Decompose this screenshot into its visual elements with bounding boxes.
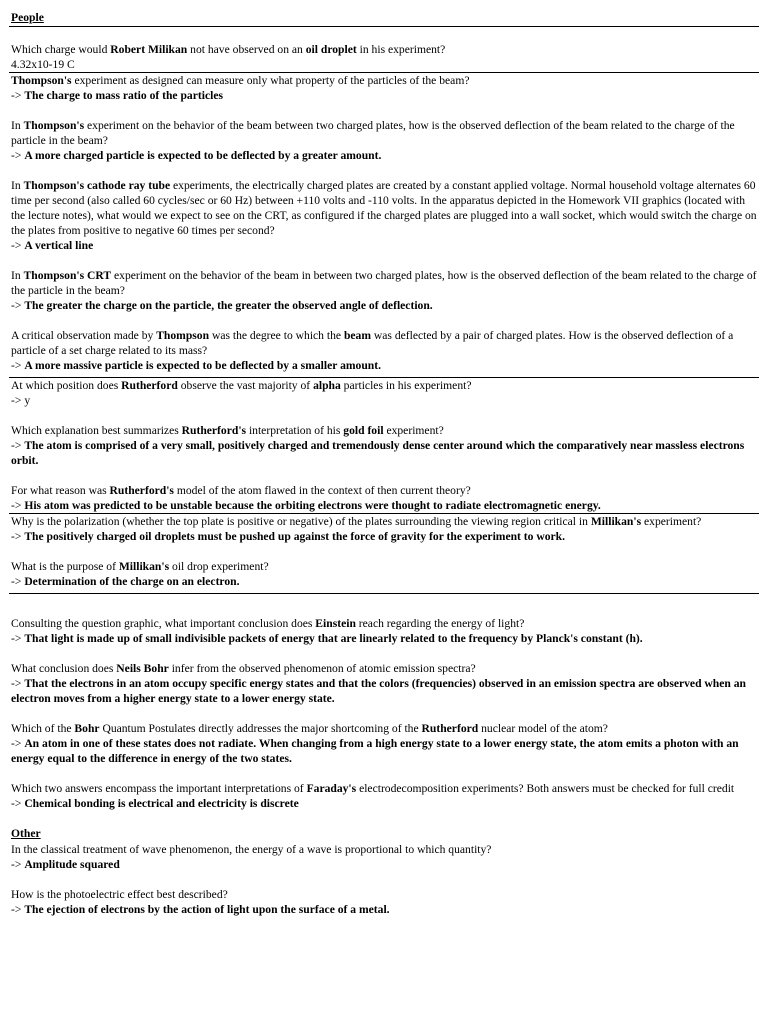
emphasis: Thompson's — [11, 74, 72, 87]
emphasis: Robert Milikan — [110, 43, 188, 56]
question: Why is the polarization (whether the top plate is positive or negative) of the plates surrounding the viewing region critical in Millikan's experiment? — [11, 515, 702, 528]
emphasis: gold foil — [343, 424, 384, 437]
question: Which two answers encompass the important interpretations of Faraday's electrodecomposition experiments? Both answers must be checked for full credit — [11, 782, 735, 795]
qa-item — [11, 616, 761, 646]
answer: -> y — [11, 394, 31, 407]
emphasis: Neils Bohr — [116, 662, 169, 675]
question: Thompson's experiment as designed can measure only what property of the particles of the beam? — [11, 74, 470, 87]
qa-item — [11, 73, 761, 103]
qa-item — [11, 423, 761, 468]
qa-item — [11, 378, 761, 408]
emphasis: Thompson — [156, 329, 210, 342]
answer: -> Chemical bonding is electrical and electricity is discrete — [11, 797, 299, 810]
question: Which of the Bohr Quantum Postulates directly addresses the major shortcoming of the Rutherford nuclear model of the atom? — [11, 722, 608, 735]
answer: -> A vertical line — [11, 239, 94, 252]
qa-item — [11, 721, 761, 766]
qa-item — [11, 887, 761, 917]
answer: -> The atom is comprised of a very small, positively charged and tremendously dense center around which the comparatively near massless electrons orbit. — [11, 439, 745, 467]
qa-item — [11, 559, 761, 589]
emphasis: oil droplet — [305, 43, 357, 56]
emphasis: Einstein — [315, 617, 356, 630]
answer: -> The positively charged oil droplets must be pushed up against the force of gravity for the experiment to work. — [11, 530, 566, 543]
answer: 4.32x10-19 C — [11, 58, 75, 71]
answer: -> The greater the charge on the particle, the greater the observed angle of deflection. — [11, 299, 433, 312]
emphasis: Thompson's cathode ray tube — [23, 179, 171, 192]
emphasis: beam — [343, 329, 371, 342]
emphasis: Rutherford's — [181, 424, 247, 437]
qa-item — [11, 514, 761, 544]
emphasis: Bohr — [74, 722, 100, 735]
answer: -> An atom in one of these states does not radiate. When changing from a high energy state to a lower energy state, the atom emits a photon with an energy equal to the difference in energy of the two states. — [11, 737, 739, 765]
qa-item — [11, 483, 761, 513]
question: In the classical treatment of wave phenomenon, the energy of a wave is proportional to which quantity? — [11, 843, 492, 856]
emphasis: Rutherford — [421, 722, 479, 735]
qa-item — [11, 42, 761, 72]
question: In Thompson's cathode ray tube experiments, the electrically charged plates are created by a constant applied voltage. Normal household voltage alternates 60 time per second (also called 60 cycles/sec or 60 Hz) between +110 volts and -110 volts. In the apparatus depicted in the Homework VII graphics (located with the lecture notes), what would we expect to see on the CRT, as configured if the charged plates are plugged into a wall socket, which would switch the charge on the plates from positive to negative 60 times per second? — [11, 179, 757, 237]
qa-item — [11, 781, 761, 811]
emphasis: alpha — [313, 379, 341, 392]
answer: -> A more charged particle is expected to be deflected by a greater amount. — [11, 149, 382, 162]
qa-item — [11, 328, 761, 373]
question: Which charge would Robert Milikan not have observed on an oil droplet in his experiment? — [11, 43, 446, 56]
qa-item — [11, 268, 761, 313]
answer: -> That the electrons in an atom occupy specific energy states and that the colors (frequencies) observed in an emission spectra are observed when an electron moves from a higher energy state to a lower energy state. — [11, 677, 746, 705]
emphasis: Faraday's — [306, 782, 357, 795]
qa-item — [11, 842, 761, 872]
emphasis: Millikan's — [118, 560, 170, 573]
answer: -> Determination of the charge on an electron. — [11, 575, 240, 588]
answer: -> That light is made up of small indivisible packets of energy that are linearly related to the frequency by Planck's constant (h). — [11, 632, 643, 645]
qa-item — [11, 178, 761, 253]
question: At which position does Rutherford observe the vast majority of alpha particles in his experiment? — [11, 379, 472, 392]
emphasis: Thompson's — [23, 119, 85, 132]
answer: -> His atom was predicted to be unstable because the orbiting electrons were thought to radiate electromagnetic energy. — [11, 499, 601, 512]
answer: -> A more massive particle is expected to be deflected by a smaller amount. — [11, 359, 381, 372]
question: In Thompson's CRT experiment on the behavior of the beam in between two charged plates, how is the observed deflection of the beam related to the charge of the particle in the beam? — [11, 269, 757, 297]
question: What is the purpose of Millikan's oil drop experiment? — [11, 560, 269, 573]
answer: -> The ejection of electrons by the action of light upon the surface of a metal. — [11, 903, 390, 916]
emphasis: Rutherford — [121, 379, 178, 392]
question: What conclusion does Neils Bohr infer from the observed phenomenon of atomic emission spectra? — [11, 662, 476, 675]
answer: -> Amplitude squared — [11, 858, 120, 871]
question: For what reason was Rutherford's model of the atom flawed in the context of then current theory? — [11, 484, 471, 497]
emphasis: Rutherford's — [109, 484, 174, 497]
emphasis: Thompson's CRT — [23, 269, 112, 282]
document-page — [11, 10, 761, 917]
question: A critical observation made by Thompson was the degree to which the beam was deflected by a pair of charged plates. How is the observed deflection of a particle of a set charge related to its mass? — [11, 329, 734, 357]
question: How is the photoelectric effect best described? — [11, 888, 228, 901]
section-heading-other: Other — [11, 827, 41, 840]
emphasis: Millikan's — [590, 515, 642, 528]
qa-item — [11, 118, 761, 163]
question: Consulting the question graphic, what important conclusion does Einstein reach regarding the energy of light? — [11, 617, 525, 630]
section-heading-people: People — [11, 11, 44, 24]
question: Which explanation best summarizes Rutherford's interpretation of his gold foil experiment? — [11, 424, 444, 437]
question: In Thompson's experiment on the behavior of the beam between two charged plates, how is the observed deflection of the beam related to the charge of the particle in the beam? — [11, 119, 735, 147]
qa-item — [11, 661, 761, 706]
answer: -> The charge to mass ratio of the particles — [11, 89, 223, 102]
